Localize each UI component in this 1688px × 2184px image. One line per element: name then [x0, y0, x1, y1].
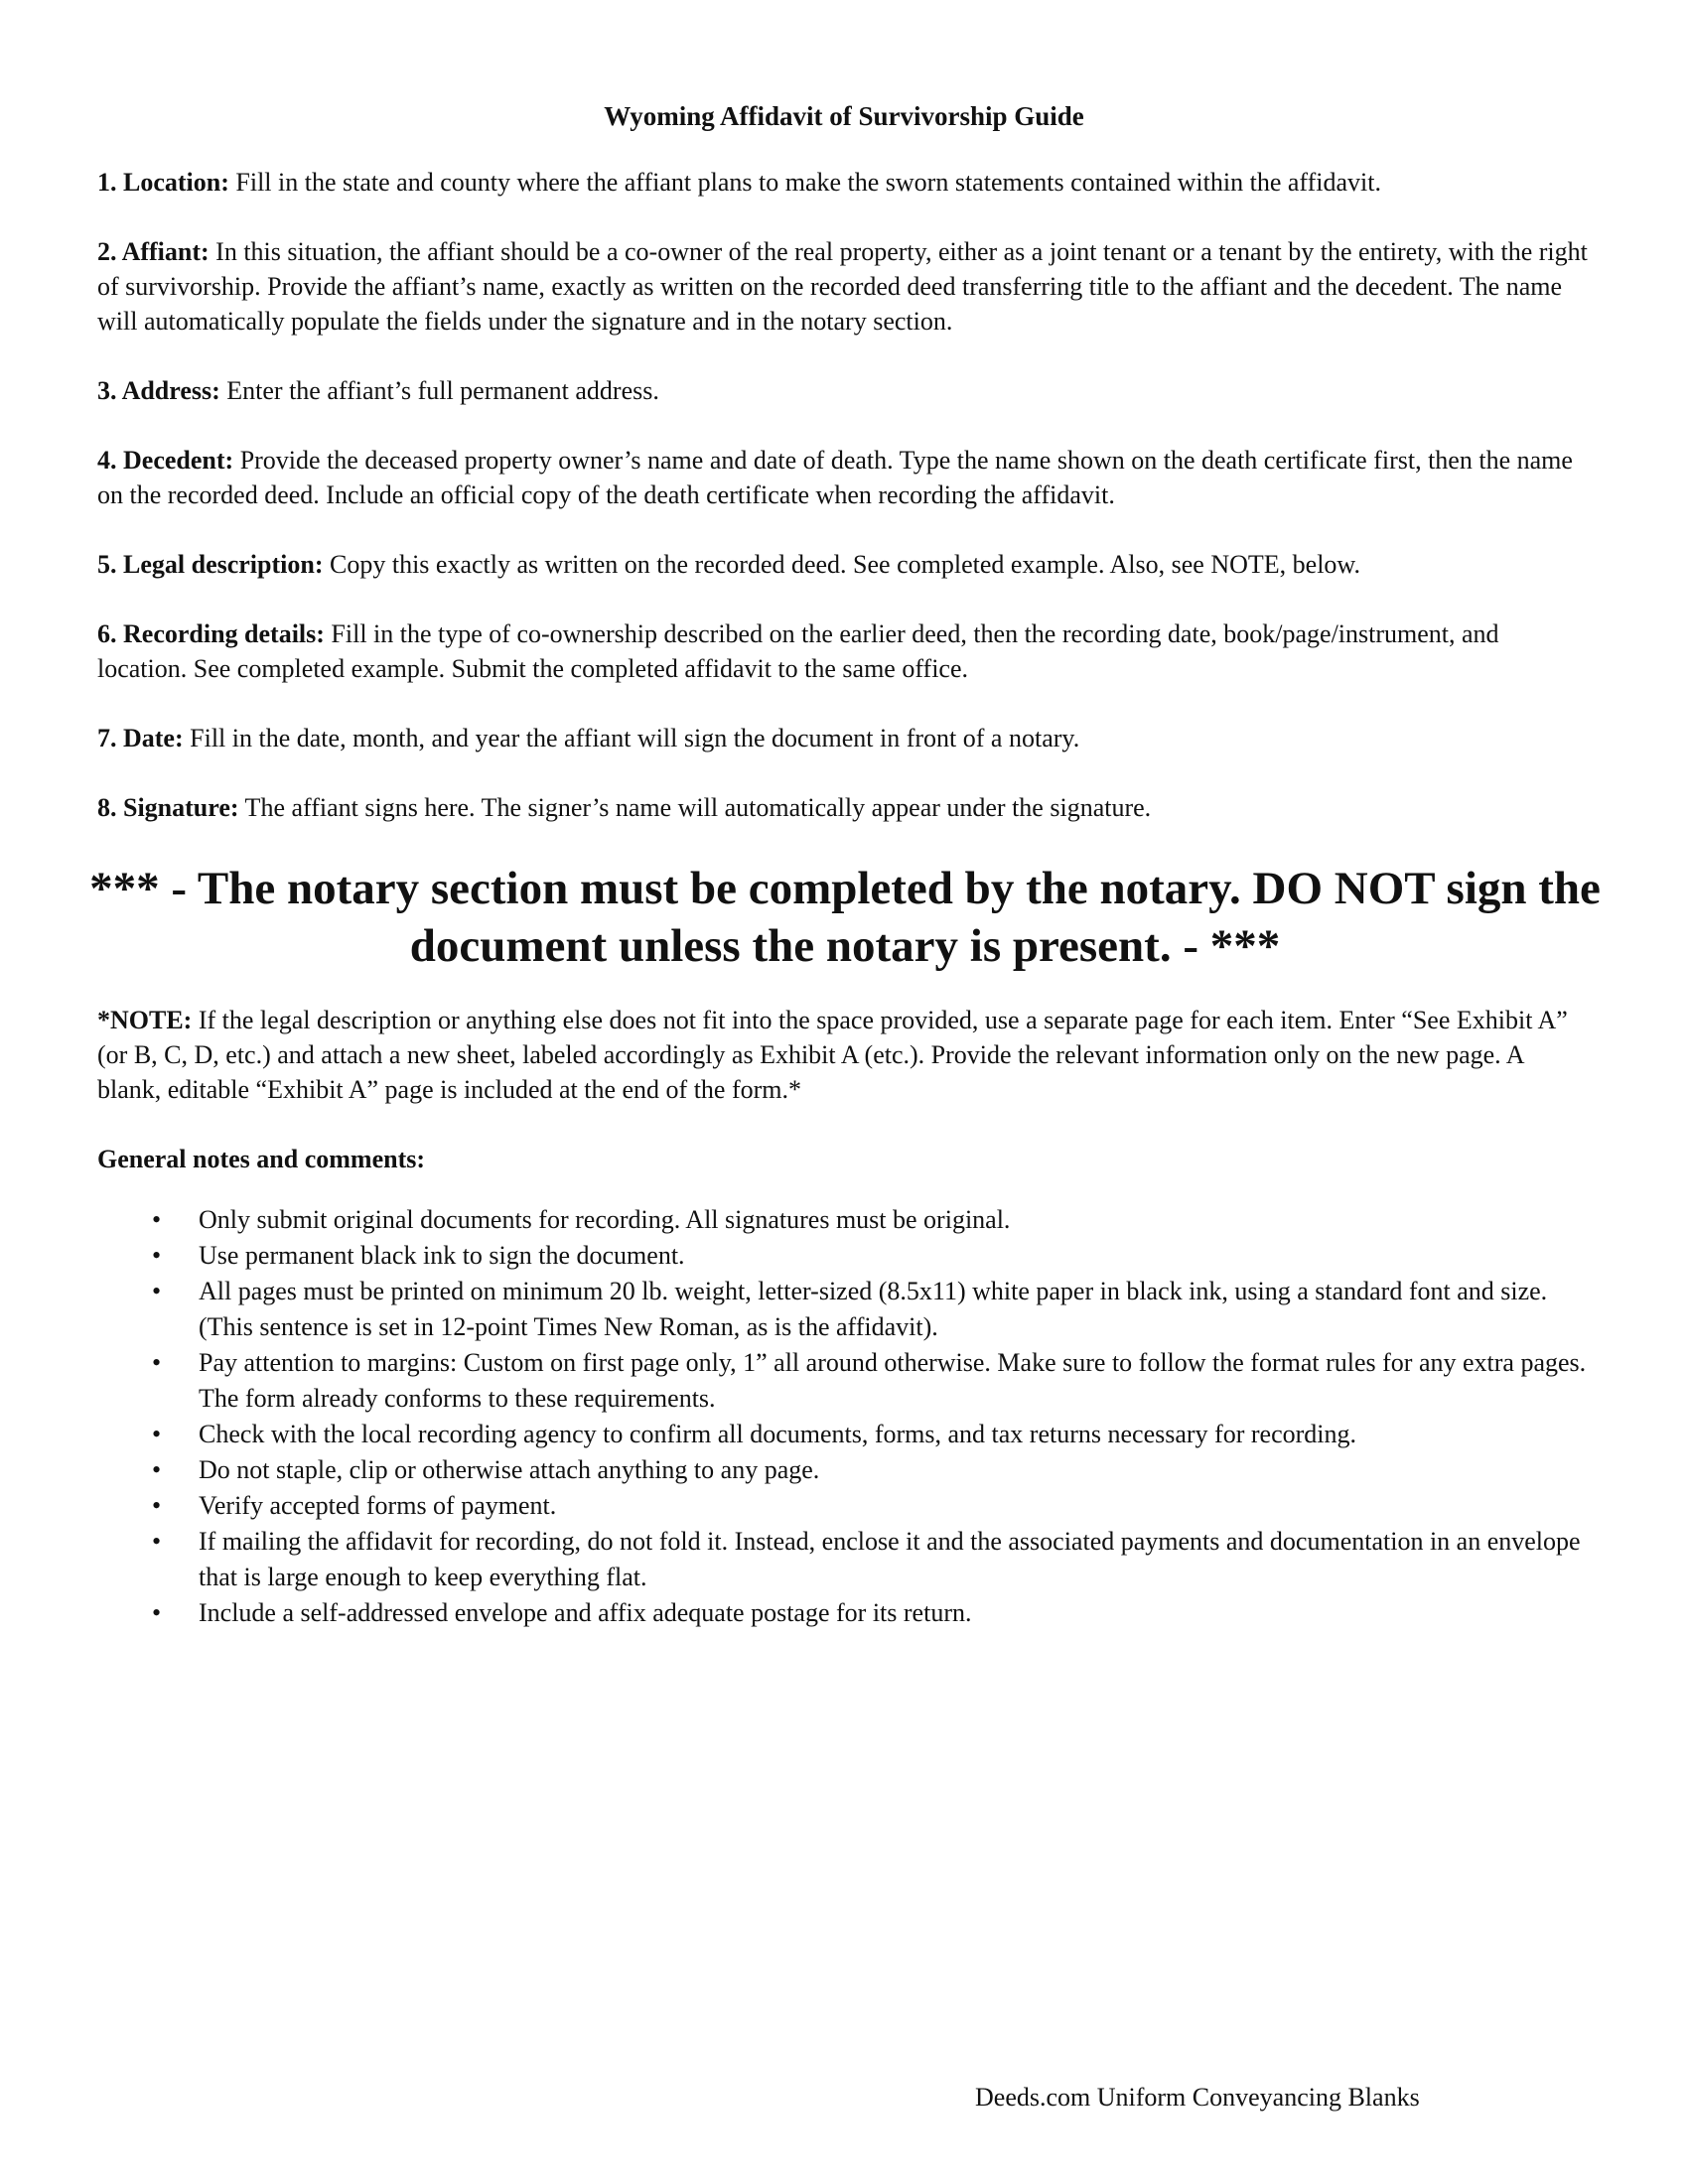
section-text: Copy this exactly as written on the recorded deed. See completed example. Also, see NOTE, below.: [323, 550, 1361, 579]
bullet-icon: •: [152, 1598, 162, 1627]
section-label: 2. Affiant:: [97, 237, 210, 266]
note-text: If the legal description or anything else does not fit into the space provided, use a separate page for each item. Enter “See Exhibit A” (or B, C, D, etc.) and attach a new sheet, labeled accordingly as Exhibit A (etc.). Provide the relevant information only on the new page. A blank, editable “Exhibit A” page is included at the end of the form.*: [97, 1006, 1568, 1104]
note-label: *NOTE:: [97, 1006, 193, 1034]
list-item: [97, 1274, 1593, 1345]
list-item-text: Only submit original documents for recording. All signatures must be original.: [199, 1205, 1011, 1234]
guide-content: [89, 165, 1601, 1631]
section-text: In this situation, the affiant should be a co-owner of the real property, either as a joint tenant or a tenant by the entirety, with the right of survivorship. Provide the affiant’s name, exactly as written on the recorded deed transferring title to the affiant and the decedent. The name will automatically populate the fields under the signature and in the notary section.: [97, 237, 1588, 336]
list-item-text: Include a self-addressed envelope and affix adequate postage for its return.: [199, 1598, 972, 1627]
footer-brand: Deeds.com Uniform Conveyancing Blanks: [975, 2083, 1420, 2112]
notary-warning: *** - The notary section must be completed by the notary. DO NOT sign the document unless the notary is present. - ***: [89, 863, 1601, 972]
section-text: Fill in the state and county where the affiant plans to make the sworn statements contained within the affidavit.: [228, 168, 1381, 197]
list-item: [97, 1452, 1593, 1488]
list-item-text: Do not staple, clip or otherwise attach anything to any page.: [199, 1455, 820, 1484]
list-item-text: Check with the local recording agency to confirm all documents, forms, and tax returns necessary for recording.: [199, 1420, 1356, 1448]
bullet-icon: •: [152, 1527, 162, 1556]
section-date: [97, 721, 1593, 755]
section-location: [97, 165, 1593, 200]
section-text: The affiant signs here. The signer’s name will automatically appear under the signature.: [238, 793, 1152, 822]
section-address: [97, 373, 1593, 408]
section-label: 7. Date:: [97, 724, 184, 752]
list-item: [97, 1238, 1593, 1274]
bullet-icon: •: [152, 1491, 162, 1520]
list-item: [97, 1524, 1593, 1595]
section-text: Enter the affiant’s full permanent address.: [219, 376, 659, 405]
section-label: 6. Recording details:: [97, 619, 325, 648]
section-text: Fill in the date, month, and year the affiant will sign the document in front of a notary.: [183, 724, 1080, 752]
section-decedent: [97, 443, 1593, 512]
bullet-icon: •: [152, 1241, 162, 1270]
section-label: 1. Location:: [97, 168, 229, 197]
list-item: [97, 1202, 1593, 1238]
section-text: Provide the deceased property owner’s name and date of death. Type the name shown on the death certificate first, then the name on the recorded deed. Include an official copy of the death certificate when recording the affidavit.: [97, 446, 1573, 509]
section-signature: [97, 790, 1593, 825]
list-item-text: Pay attention to margins: Custom on first page only, 1” all around otherwise. Make sure to follow the format rules for any extra pages. The form already conforms to these requirements.: [199, 1348, 1587, 1413]
list-item-text: Verify accepted forms of payment.: [199, 1491, 557, 1520]
section-label: 8. Signature:: [97, 793, 239, 822]
bullet-icon: •: [152, 1348, 162, 1377]
list-item: [97, 1345, 1593, 1417]
section-text: Fill in the type of co-ownership described on the earlier deed, then the recording date, book/page/instrument, and location. See completed example. Submit the completed affidavit to the same office.: [97, 619, 1499, 683]
list-item-text: If mailing the affidavit for recording, do not fold it. Instead, enclose it and the associated payments and documentation in an envelope that is large enough to keep everything flat.: [199, 1527, 1581, 1591]
section-label: 4. Decedent:: [97, 446, 234, 475]
section-legal-description: [97, 547, 1593, 582]
section-affiant: [97, 234, 1593, 339]
bullet-icon: •: [152, 1277, 162, 1305]
list-item-text: All pages must be printed on minimum 20 lb. weight, letter-sized (8.5x11) white paper in black ink, using a standard font and size. (This sentence is set in 12-point Times New Roman, as is the affidavit).: [199, 1277, 1548, 1341]
section-label: 3. Address:: [97, 376, 220, 405]
bullet-icon: •: [152, 1420, 162, 1448]
bullet-icon: •: [152, 1455, 162, 1484]
section-recording-details: [97, 616, 1593, 686]
document-title: Wyoming Affidavit of Survivorship Guide: [604, 101, 1084, 131]
general-notes-list: [97, 1202, 1593, 1631]
list-item: [97, 1595, 1593, 1631]
list-item: [97, 1417, 1593, 1452]
bullet-icon: •: [152, 1205, 162, 1234]
list-item-text: Use permanent black ink to sign the document.: [199, 1241, 685, 1270]
general-notes-heading: General notes and comments:: [97, 1145, 426, 1173]
note-paragraph: [97, 1003, 1593, 1107]
section-label: 5. Legal description:: [97, 550, 324, 579]
list-item: [97, 1488, 1593, 1524]
